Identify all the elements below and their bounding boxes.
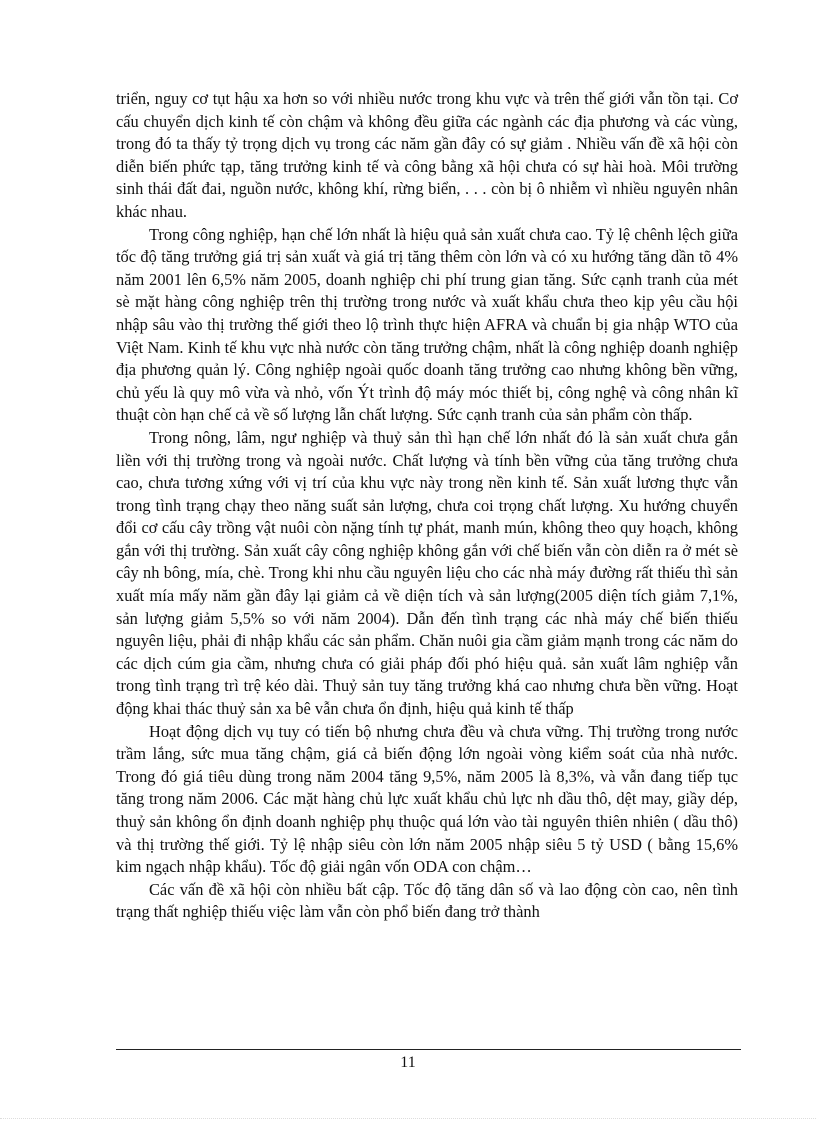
- footer-divider: [116, 1049, 741, 1050]
- paragraph-services: Hoạt động dịch vụ tuy có tiến bộ nhưng chưa đều và chưa vững. Thị trường trong nước trầm lắng, sức mua tăng chậm, giá cả biến động lớn ngoài vòng kiểm soát của nhà nước. Trong đó giá tiêu dùng trong năm 2004 tăng 9,5%, năm 2005 là 8,3%, và vẫn đang tiếp tục tăng trong năm 2006. Các mặt hàng chủ lực xuất khẩu chủ lực nh dầu thô, dệt may, giầy dép, thuỷ sản không ổn định doanh nghiệp phụ thuộc quá lớn vào tài nguyên thiên nhiên ( dầu thô) và thị trường thế giới. Tỷ lệ nhập siêu còn lớn năm 2005 nhập siêu 5 tỷ USD ( bằng 15,6% kim ngạch nhập khẩu). Tốc độ giải ngân vốn ODA con chậm…: [116, 721, 738, 877]
- page-bottom-edge: [0, 1118, 816, 1119]
- page-number: 11: [400, 1054, 416, 1071]
- paragraph-continuation: triển, nguy cơ tụt hậu xa hơn so với nhiều nước trong khu vực và trên thế giới vẫn tồn tại. Cơ cấu chuyển dịch kinh tế còn chậm và không đều giữa các ngành các địa phương và các vùng, trong đó ta thấy tỷ trọng dịch vụ trong các năm gần đây có sự giảm . Nhiều vấn đề xã hội còn diễn biến phức tạp, tăng trưởng kinh tế và công bằng xã hội chưa có sự hài hoà. Môi trường sinh thái đất đai, nguồn nước, không khí, rừng biển, . . . còn bị ô nhiễm vì nhiều nguyên nhân khác nhau.: [116, 89, 738, 221]
- body-text: [116, 88, 738, 924]
- paragraph-social-issues: Các vấn đề xã hội còn nhiều bất cập. Tốc độ tăng dân số và lao động còn cao, nên tình trạng thất nghiệp thiếu việc làm vẫn còn phổ biến đang trở thành: [116, 879, 738, 922]
- paragraph-agriculture: Trong nông, lâm, ngư nghiệp và thuỷ sản thì hạn chế lớn nhất đó là sản xuất chưa gắn liền với thị trường trong và ngoài nước. Chất lượng và tính bền vững của tăng trưởng chưa cao, chưa tương xứng với vị trí của khu vực này trong nền kinh tế. Sản xuất lương thực vẫn trong tình trạng chạy theo năng suất sản lượng, chưa coi trọng chất lượng. Xu hướng chuyển đổi cơ cấu cây trồng vật nuôi còn nặng tính tự phát, manh mún, không theo quy hoạch, không gắn với thị trường. Sản xuất cây công nghiệp không gắn với chế biến vẫn còn diễn ra ở mét sè cây nh bông, mía, chè. Trong khi nhu cầu nguyên liệu cho các nhà máy đường rất thiếu thì sản xuất mía mấy năm gần đây lại giảm cả về diện tích và sản lượng(2005 diện tích giảm 7,1%, sản lượng giảm 5,5% so với năm 2004). Dẫn đến tình trạng các nhà máy chế biến thiếu nguyên liệu, phải đi nhập khẩu các sản phẩm. Chăn nuôi gia cầm giảm mạnh trong các năm do các dịch cúm gia cầm, nhưng chưa có giải pháp đối phó hiệu quả. sản xuất lâm nghiệp vẫn trong tình trạng trì trệ kéo dài. Thuỷ sản tuy tăng trưởng khá cao nhưng chưa bền vững. Hoạt động khai thác thuỷ sản xa bê vẫn chưa ổn định, hiệu quả kinh tế thấp: [116, 427, 738, 719]
- paragraph-industry: Trong công nghiệp, hạn chế lớn nhất là hiệu quả sản xuất chưa cao. Tỷ lệ chênh lệch giữa tốc độ tăng trưởng giá trị sản xuất và giá trị tăng thêm còn lớn và có xu hướng tăng dần tõ 4% năm 2001 lên 6,5% năm 2005, doanh nghiệp chi phí trung gian tăng. Sức cạnh tranh của mét sè mặt hàng công nghiệp trên thị trường trong nước và xuất khẩu chưa theo kịp yêu cầu hội nhập sâu vào thị trường thế giới theo lộ trình thực hiện AFRA và chuẩn bị gia nhập WTO của Việt Nam. Kinh tế khu vực nhà nước còn tăng trưởng chậm, nhất là công nghiệp doanh nghiệp địa phương quản lý. Công nghiệp ngoài quốc doanh tăng trưởng cao nhưng không bền vững, chủ yếu là quy mô vừa và nhỏ, vốn Ýt trình độ máy móc thiết bị, công nghệ và công nhân kĩ thuật còn hạn chế cả về số lượng lẫn chất lượng. Sức cạnh tranh của sản phẩm còn thấp.: [116, 224, 738, 425]
